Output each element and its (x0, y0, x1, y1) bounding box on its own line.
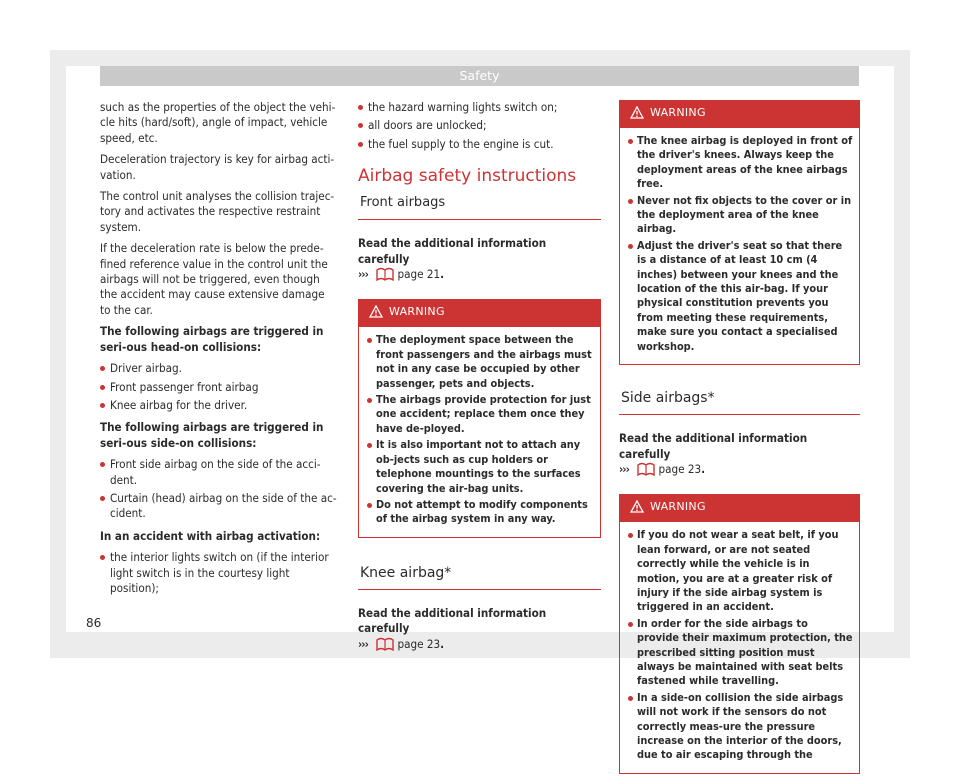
warning-triangle-icon (630, 500, 644, 519)
book-icon (376, 267, 394, 285)
list-item: the hazard warning lights switch on; (358, 100, 601, 115)
warning-header (359, 300, 600, 327)
warning-item: The airbags provide protection for just one accident; replace them once they have de-ployed. (367, 393, 594, 436)
warning-body (620, 522, 859, 773)
warning-item: Adjust the driver's seat so that there is a distance of at least 10 cm (4 inches) between your knees and the location of the this air-bag. If your physical constitution prevents you from meeting these requirements, make sure you contact a specialised workshop. (628, 239, 853, 354)
arrows-icon: ››› (358, 636, 368, 651)
arrows-icon: ››› (358, 267, 368, 282)
read-more-text: Read the additional information carefully (619, 431, 808, 461)
period: . (440, 636, 445, 651)
page-header: Safety (100, 66, 859, 86)
page-number: 86 (86, 616, 102, 630)
paragraph: If the deceleration rate is below the prede-fined reference value in the control unit the airbags will not be triggered, even though the accident may cause extensive damage to the car. (100, 241, 328, 317)
head-on-title: The following airbags are triggered in seri-ous head-on collisions: (100, 324, 324, 354)
column-1 (100, 100, 338, 603)
book-icon (376, 637, 394, 655)
head-on-list (100, 361, 338, 413)
list-item: the fuel supply to the engine is cut. (358, 137, 601, 152)
warning-box-front (358, 299, 601, 537)
read-more-knee (358, 606, 601, 655)
paragraph: Deceleration trajectory is key for airbag acti-vation. (100, 152, 335, 182)
warning-header (620, 495, 859, 522)
period: . (701, 461, 706, 476)
activation-list-continued (358, 100, 601, 152)
page-link[interactable]: page 23 (658, 461, 702, 476)
warning-item: In order for the side airbags to provide their maximum protection, the prescribed sitting position must always be maintained with seat belts fastened while travelling. (628, 617, 853, 689)
warning-label: WARNING (650, 500, 706, 514)
column-2 (358, 100, 601, 669)
warning-body (359, 327, 600, 536)
warning-item: If you do not wear a seat belt, if you lean forward, or are not seated correctly while the vehicle is in motion, you are at a greater risk of injury if the side airbag system is triggered in an accident. (628, 528, 853, 614)
period: . (440, 267, 445, 282)
warning-label: WARNING (650, 106, 706, 119)
book-icon (637, 462, 655, 480)
read-more-text: Read the additional information carefully (358, 605, 547, 636)
list-item: Curtain (head) airbag on the side of the ac-cident. (100, 491, 338, 522)
activation-list (100, 550, 338, 596)
list-item: Driver airbag. (100, 361, 338, 376)
side-on-title: The following airbags are triggered in seri-ous side-on collisions: (100, 420, 324, 450)
list-item: Knee airbag for the driver. (100, 398, 338, 413)
list-item: Front passenger front airbag (100, 380, 338, 395)
side-on-list (100, 457, 338, 522)
warning-item: Do not attempt to modify components of the airbag system in any way. (367, 498, 594, 527)
paragraph: such as the properties of the object the vehi-cle hits (hard/soft), angle of impact, vehicle speed, etc. (100, 100, 336, 145)
activation-title: In an accident with airbag activation: (100, 528, 321, 543)
warning-triangle-icon (369, 305, 383, 324)
read-more-side (619, 431, 860, 480)
warning-body (620, 128, 859, 364)
section-title: Airbag safety instructions (358, 166, 577, 187)
side-airbags-heading: Side airbags* (619, 389, 860, 415)
list-item: Front side airbag on the side of the acci-dent. (100, 457, 338, 488)
warning-item: The knee airbag is deployed in front of the driver's knees. Always keep the deployment areas of the knee airbags free. (628, 134, 853, 192)
warning-item: It is also important not to attach any ob-jects such as cup holders or telephone mountings to the surfaces covering the air-bag units. (367, 438, 594, 496)
read-more-text: Read the additional information carefully (358, 236, 547, 266)
warning-header (620, 101, 859, 128)
warning-box-side (619, 494, 860, 774)
knee-airbag-heading: Knee airbag* (358, 564, 601, 590)
page-link[interactable]: page 21 (397, 267, 441, 282)
list-item: the interior lights switch on (if the interior light switch is in the courtesy light position); (100, 550, 338, 596)
warning-item: Never not fix objects to the cover or in the deployment area of the knee airbag. (628, 194, 853, 237)
column-3 (619, 100, 860, 784)
read-more-front (358, 236, 601, 285)
page-link[interactable]: page 23 (397, 636, 441, 651)
warning-box-knee (619, 100, 860, 365)
warning-triangle-icon (630, 106, 644, 125)
front-airbags-heading: Front airbags (358, 194, 601, 220)
arrows-icon: ››› (619, 461, 629, 476)
warning-label: WARNING (389, 305, 445, 319)
warning-item: In a side-on collision the side airbags will not work if the sensors do not correctly meas-ure the pressure increase on the interior of the doors, due to air escaping through the (628, 691, 853, 763)
warning-item: The deployment space between the front passengers and the airbags must not in any case be occupied by other passenger, pets and objects. (367, 333, 594, 391)
paragraph: The control unit analyses the collision trajec-tory and activates the respective restraint system. (100, 189, 335, 234)
list-item: all doors are unlocked; (358, 118, 601, 133)
